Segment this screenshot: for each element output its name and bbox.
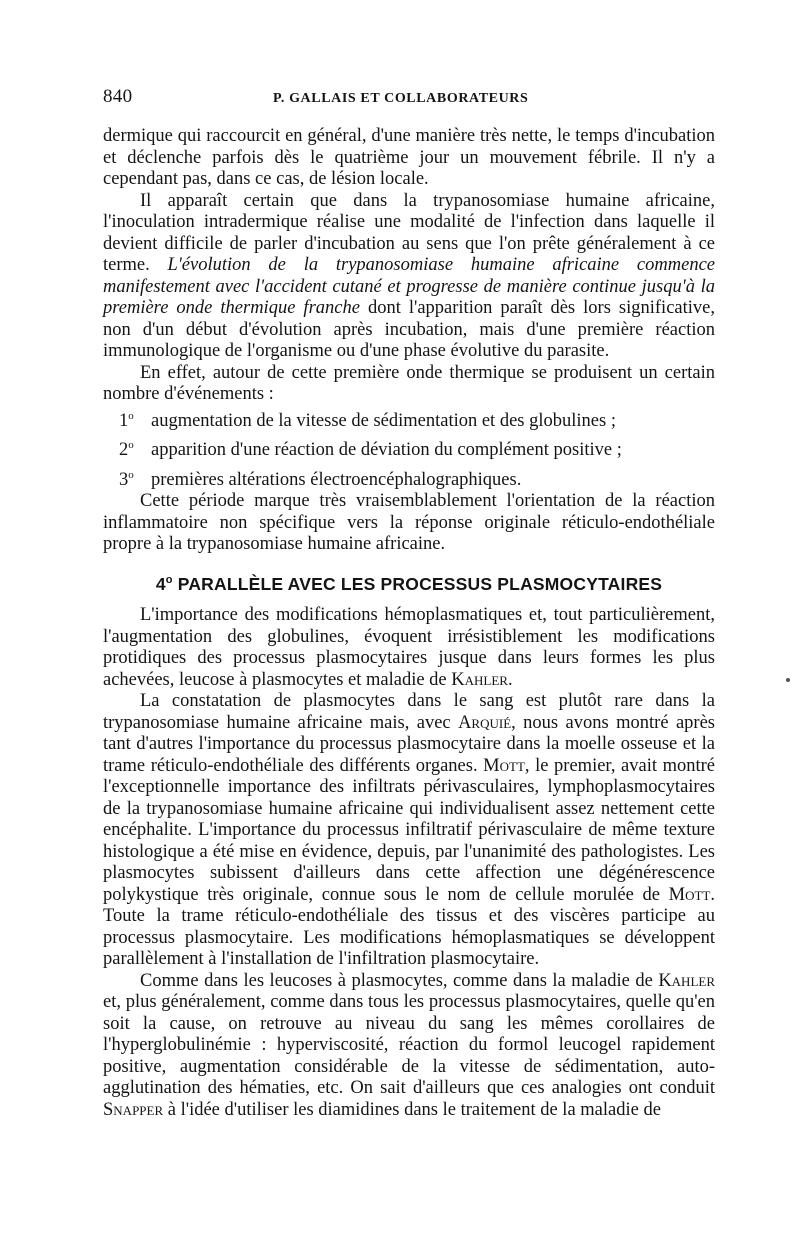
author-name: Arquié	[458, 712, 512, 733]
page-header	[103, 86, 715, 112]
paragraph-leucoses: Comme dans les leucoses à plasmocytes, comme dans la maladie de Kahler et, plus généralement, comme dans tous les processus plasmocytaires, quelle qu'en soit la cause, on retrouve au niveau du sang les mêmes corollaires de l'hyperglobulinémie : hyperviscosité, réaction du formol leucogel rapidement positive, augmentation considérable de la vitesse de sédimentation, auto-agglutination des hématies, etc. On sait d'ailleurs que ces analogies ont conduit Snapper à l'idée d'utiliser les diamidines dans le traitement de la maladie de	[103, 970, 716, 1120]
author-name: Kahler	[658, 970, 716, 991]
list-item: 3$^o$ premières altérations électroencéphalographiques.	[119, 468, 522, 490]
paragraph-importance: L'importance des modifications hémoplasmatiques et, tout particulièrement, l'augmentation des globulines, évoquent irrésistiblement les modifications protidiques des processus plasmocytaires jusque dans leurs formes les plus achevées, leucose à plasmocytes et maladie de Kahler.	[103, 605, 715, 690]
section-heading: 4$^o$ PARALLÈLE AVEC LES PROCESSUS PLASMOCYTAIRES	[155, 573, 663, 594]
running-head: P. GALLAIS ET COLLABORATEURS	[273, 91, 529, 106]
author-name: Mott	[483, 755, 525, 776]
paragraph-plasmocytes: La constatation de plasmocytes dans le sang est plutôt rare dans la trypanosomiase humaine africaine mais, avec Arquié, nous avons montré après tant d'autres l'importance du processus plasmocytaire dans la moelle osseuse et la trame réticulo-endothéliale des différents organes. Mott, le premier, avait montré l'exceptionnelle importance des infiltrats périvasculaires, lymphoplasmocytaires de la trypanosomiase humaine africaine qui individualisent assez nettement cette encéphalite. L'importance du processus infiltratif périvasculaire de même texture histologique a été mise en évidence, depuis, par l'unanimité des pathologistes. Les plasmocytes subissent d'ailleurs dans cette affection une dégénérescence polykystique très originale, connue sous le nom de cellule morulée de Mott. Toute la trame réticulo-endothéliale des tissus et des viscères participe au processus plasmocytaire. Les modifications hémoplasmatiques se développent parallèlement à l'installation de l'infiltration plasmocytaire.	[103, 691, 715, 970]
paragraph-incubation: Il apparaît certain que dans la trypanosomiase humaine africaine, l'inoculation intradermique réalise une modalité de l'infection dans laquelle il devient difficile de parler d'incubation au sens que l'on prête généralement à ce terme. L'évolution de la trypanosomiase humaine africaine commence manifestement avec l'accident cutané et progresse de manière continue jusqu'à la première onde thermique franche dont l'apparition paraît dès lors significative, non d'un début d'évolution après incubation, mais d'une première réaction immunologique de l'organisme ou d'une phase évolutive du parasite.	[103, 190, 715, 361]
author-name: Mott	[668, 884, 711, 905]
list-item: 2$^o$ apparition d'une réaction de déviation du complément positive ;	[119, 439, 622, 461]
body-text	[103, 126, 715, 1121]
emphasized-statement: L'évolution de la trypanosomiase humaine africaine commence manifestement avec l'accident cutané et progresse de manière continue jusqu'à la première onde thermique franche	[103, 255, 715, 318]
paragraph-events-intro: En effet, autour de cette première onde thermique se produisent un certain nombre d'événements :	[103, 362, 715, 404]
list-item: 1$^o$ augmentation de la vitesse de sédimentation et des globulines ;	[119, 409, 616, 431]
author-name: Snapper	[103, 1099, 164, 1120]
page-number: 840	[103, 86, 133, 107]
paragraph-period: Cette période marque très vraisemblablement l'orientation de la réaction inflammatoire non spécifique vers la réponse originale réticulo-endothéliale propre à la trypanosomiase humaine africaine.	[103, 491, 715, 555]
paragraph-continued: dermique qui raccourcit en général, d'une manière très nette, le temps d'incubation et déclenche parfois dès le quatrième jour un mouvement fébrile. Il n'y a cependant pas, dans ce cas, de lésion locale.	[103, 126, 715, 189]
margin-mark	[786, 678, 790, 682]
author-name: Kahler	[451, 669, 508, 690]
